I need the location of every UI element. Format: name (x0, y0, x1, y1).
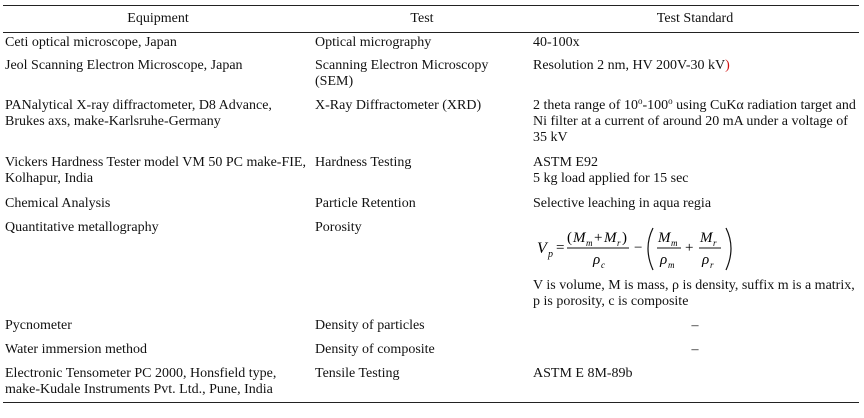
equipment-test-table (3, 5, 859, 403)
standard-cell: Selective leaching in aqua regia (533, 196, 712, 211)
standard-line: ASTM E92 (533, 155, 598, 170)
formula-lhs: V (537, 240, 547, 257)
standard-cell: 40-100x (533, 35, 580, 50)
header-test: Test (313, 6, 531, 33)
test-cell: Density of particles (315, 318, 425, 333)
degree-superscript: o (668, 96, 673, 106)
test-cell: Density of composite (315, 342, 435, 357)
standard-cell (531, 155, 859, 196)
formula-mass: M (573, 230, 586, 246)
table-row (3, 33, 859, 59)
equipment-cell: Chemical Analysis (5, 196, 111, 211)
header-test-standard: Test Standard (531, 6, 859, 33)
formula-sub: m (668, 260, 675, 270)
big-paren-right (726, 228, 731, 270)
table-row (3, 155, 859, 196)
porosity-formula (533, 220, 857, 278)
formula-graphic (537, 224, 747, 272)
equipment-cell: Ceti optical microscope, Japan (5, 35, 177, 50)
equipment-cell: Electronic Tensometer PC 2000, Honsfield type, make-Kudale Instruments Pvt. Ltd., Pune, India (3, 366, 313, 403)
formula-sub: r (713, 238, 717, 248)
standard-text-part: using CuKα radiation target and Ni filter at a current of around 20 mA under a voltage of 35 kV (533, 98, 856, 145)
standard-text: Resolution 2 nm, HV 200V-30 kV (533, 58, 726, 73)
table-row (3, 58, 859, 98)
formula-density: ρ (702, 252, 710, 268)
formula-density: ρ (660, 252, 668, 268)
formula-paren-close: ) (622, 230, 627, 246)
formula-mass: M (604, 230, 617, 246)
formula-sub: m (586, 238, 593, 248)
equipment-cell: Pycnometer (5, 318, 72, 333)
equipment-cell: Quantitative metallography (5, 220, 159, 235)
header-equipment: Equipment (3, 6, 313, 33)
formula-equals: = (556, 240, 565, 256)
standard-cell: ASTM E 8M-89b (531, 366, 859, 403)
formula-sub: m (671, 238, 678, 248)
table-row (3, 318, 859, 342)
formula-mass: M (658, 230, 671, 246)
big-paren-left (648, 228, 653, 270)
standard-text-part: 2 theta range of 10 (533, 98, 638, 113)
formula-lhs-sub: p (548, 249, 553, 260)
formula-mass: M (700, 230, 713, 246)
table-row (3, 366, 859, 403)
equipment-cell: PANalytical X-ray diffractometer, D8 Advance, Brukes axs, make-Karlsruhe-Germany (5, 98, 272, 129)
red-parenthesis: ) (725, 58, 730, 73)
equipment-cell: Vickers Hardness Tester model VM 50 PC make-FIE, Kolhapur, India (5, 155, 306, 186)
degree-superscript: o (637, 96, 643, 106)
test-cell: Scanning Electron Microscopy (SEM) (315, 58, 489, 89)
formula-plus: + (685, 240, 694, 256)
formula-paren-open: ( (567, 230, 572, 246)
table-row (3, 220, 859, 318)
standard-cell: – (691, 318, 699, 333)
standard-cell (531, 58, 859, 98)
test-cell: Optical micrography (315, 35, 432, 50)
table-row (3, 196, 859, 220)
formula-density: ρ (593, 252, 601, 268)
equipment-cell: Jeol Scanning Electron Microscope, Japan (5, 58, 243, 73)
formula-minus: − (634, 240, 643, 256)
standard-cell (531, 98, 859, 155)
header-row (3, 6, 859, 33)
formula-sub: c (601, 260, 605, 270)
table-row (3, 98, 859, 155)
standard-cell: – (691, 342, 699, 357)
test-cell: Hardness Testing (315, 155, 412, 170)
test-cell: Porosity (315, 220, 362, 235)
test-cell: Particle Retention (315, 196, 416, 211)
standard-text-part: -100 (642, 98, 669, 113)
test-cell: X-Ray Diffractometer (XRD) (315, 98, 482, 113)
formula-plus: + (594, 230, 603, 246)
formula-sub: r (617, 238, 621, 248)
formula-sub: r (710, 260, 714, 270)
test-cell: Tensile Testing (313, 366, 531, 403)
equipment-cell: Water immersion method (5, 342, 147, 357)
standard-cell (531, 220, 859, 318)
formula-legend: V is volume, M is mass, ρ is density, suffix m is a matrix, p is porosity, c is composite (533, 278, 855, 309)
table-row (3, 342, 859, 366)
standard-line: 5 kg load applied for 15 sec (533, 171, 689, 186)
